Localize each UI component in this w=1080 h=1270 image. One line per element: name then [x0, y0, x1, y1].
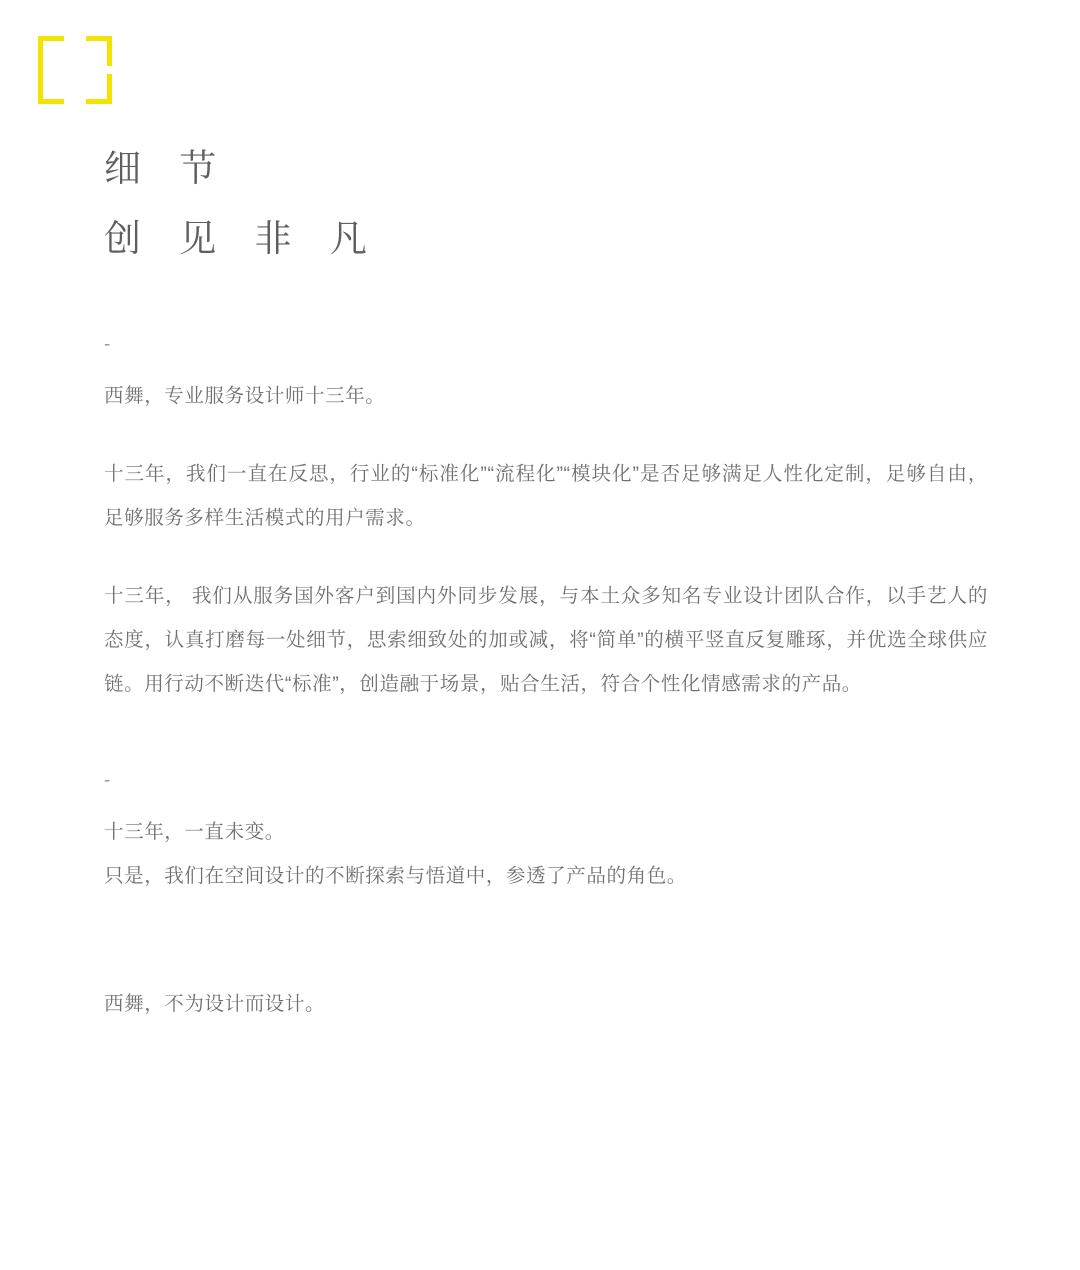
spacer	[104, 706, 988, 766]
divider-dash-bottom: -	[104, 770, 112, 791]
paragraph-2: 十三年， 我们从服务国外客户到国内外同步发展，与本土众多知名专业设计团队合作，以手艺人的态度，认真打磨每一处细节，思索细致处的加或减，将“简单”的横平竖直反复雕琢，并优选全球供应链。用行动不断迭代“标准”，创造融于场景，贴合生活，符合个性化情感需求的产品。	[104, 585, 988, 695]
spacer	[104, 796, 988, 810]
logo-corner-bottom-left	[38, 80, 64, 104]
headline-line-1: 细 节	[104, 148, 231, 189]
intro-paragraph: 西舞，专业服务设计师十三年。	[104, 385, 386, 407]
body-copy	[104, 330, 988, 1026]
spacer	[104, 540, 988, 574]
headline-line-2: 创 见 非 凡	[104, 218, 381, 259]
closing-statement: 西舞，不为设计而设计。	[104, 993, 326, 1015]
logo-bar-right-top	[107, 60, 112, 66]
logo-corner-top-right	[86, 36, 112, 60]
closing-line-a: 十三年，一直未变。	[104, 821, 285, 843]
logo-corner-top-left	[38, 36, 64, 60]
logo-bar-left	[38, 60, 43, 80]
page-title	[104, 134, 1004, 274]
paragraph-1: 十三年，我们一直在反思，行业的“标准化”“流程化”“模块化”是否足够满足人性化定制，足够自由，足够服务多样生活模式的用户需求。	[104, 463, 988, 529]
logo-corner-bottom-right	[86, 80, 112, 104]
spacer	[104, 360, 988, 374]
square-bracket-logo	[38, 36, 112, 104]
spacer	[104, 898, 988, 982]
logo-bar-right-bottom	[107, 74, 112, 80]
divider-dash-top: -	[104, 334, 112, 355]
closing-line-b: 只是，我们在空间设计的不断探索与悟道中，参透了产品的角色。	[104, 865, 687, 887]
spacer	[104, 418, 988, 452]
